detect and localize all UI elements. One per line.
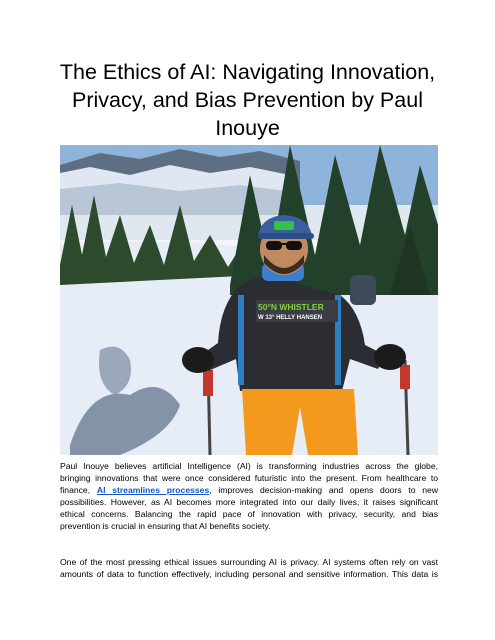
line-3-prefix: finance, bbox=[60, 485, 97, 495]
paragraph-intro-line-1: Paul Inouye believes artificial Intelligence (AI) is transforming industries across the globe, bbox=[60, 461, 438, 471]
paragraph-intro-line-6: prevention is crucial in ensuring that AI benefits society. bbox=[60, 521, 271, 531]
paragraph-intro-line-4: possibilities. However, as AI becomes more integrated into our daily lives, it raises significant bbox=[60, 497, 438, 507]
paragraph-intro bbox=[60, 460, 438, 532]
title-line-3: Inouye bbox=[215, 116, 280, 140]
shirt-logo-line-1: 50°N WHISTLER bbox=[258, 302, 324, 312]
paragraph-intro-line-5: ethical concerns. Balancing the rapid pace of innovation with privacy, security, and bias bbox=[60, 509, 438, 519]
hiker-photo bbox=[60, 145, 438, 455]
paragraph-privacy bbox=[60, 556, 438, 580]
paragraph-intro-line-3 bbox=[60, 484, 438, 496]
page-title bbox=[40, 58, 455, 142]
shirt-logo-line-2: W 13° HELLY HANSEN bbox=[258, 315, 323, 321]
paragraph-privacy-line-1: One of the most pressing ethical issues surrounding AI is privacy. AI systems often rely on vast bbox=[60, 557, 438, 567]
paragraph-intro-line-2: bringing innovations that were once considered futuristic into the present. From healthcare to bbox=[60, 473, 438, 483]
paragraph-privacy-line-2: amounts of data to function effectively, including personal and sensitive information. This data is bbox=[60, 569, 438, 579]
ai-streamlines-processes-link[interactable]: AI streamlines processes bbox=[96, 485, 210, 495]
title-line-2: Privacy, and Bias Prevention by Paul bbox=[72, 88, 423, 112]
title-line-1: The Ethics of AI: Navigating Innovation, bbox=[59, 60, 436, 84]
line-3-suffix: , improves decision-making and opens doors to new bbox=[209, 485, 438, 495]
